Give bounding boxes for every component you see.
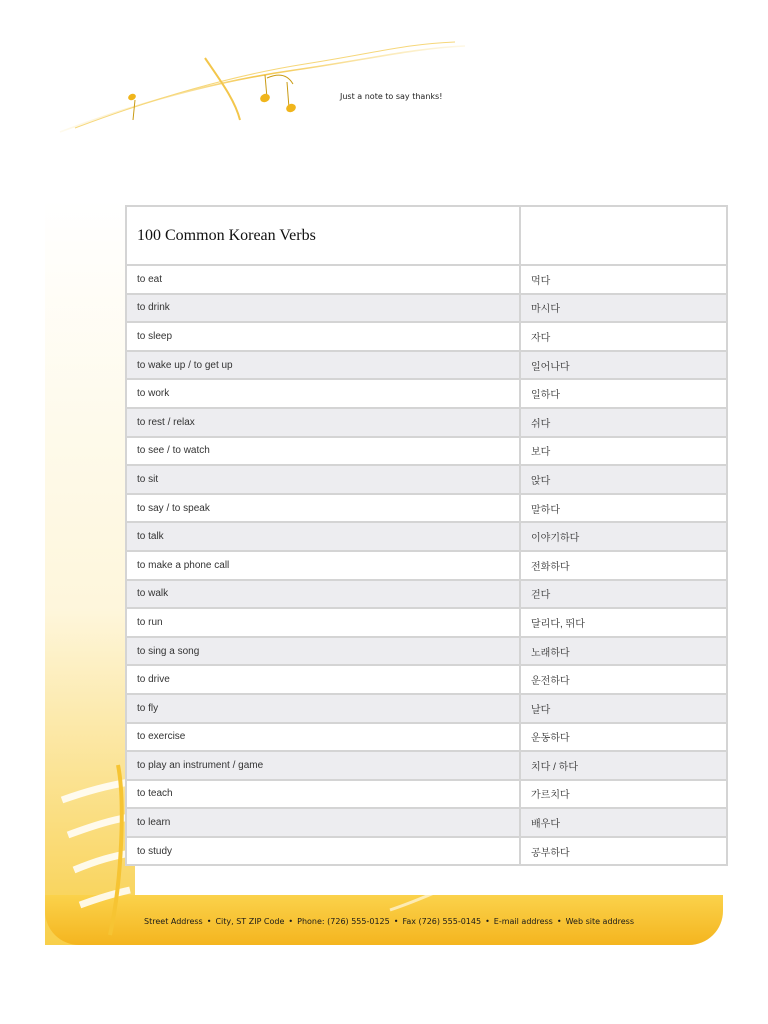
korean-verb-cell: 배우다	[520, 808, 727, 837]
english-verb-cell: to sing a song	[126, 637, 520, 666]
table-row	[126, 837, 727, 866]
tagline: Just a note to say thanks!	[340, 92, 443, 101]
table-header-empty-cell	[520, 206, 727, 265]
korean-verb-cell: 앉다	[520, 465, 727, 494]
english-verb-cell: to play an instrument / game	[126, 751, 520, 780]
english-verb-cell: to sleep	[126, 322, 520, 351]
english-verb-cell: to work	[126, 379, 520, 408]
korean-verb-cell: 일하다	[520, 379, 727, 408]
footer-contact	[0, 917, 768, 926]
table-row	[126, 551, 727, 580]
korean-verb-cell: 가르치다	[520, 780, 727, 809]
korean-verb-cell: 달리다, 뛰다	[520, 608, 727, 637]
table-row	[126, 294, 727, 323]
table-row	[126, 437, 727, 466]
korean-verb-cell: 먹다	[520, 265, 727, 294]
korean-verb-cell: 치다 / 하다	[520, 751, 727, 780]
table-row	[126, 637, 727, 666]
english-verb-cell: to drink	[126, 294, 520, 323]
english-verb-cell: to eat	[126, 265, 520, 294]
table-row	[126, 465, 727, 494]
korean-verb-cell: 보다	[520, 437, 727, 466]
korean-verb-cell: 날다	[520, 694, 727, 723]
english-verb-cell: to talk	[126, 522, 520, 551]
verb-table	[125, 205, 728, 866]
korean-verb-cell: 공부하다	[520, 837, 727, 866]
korean-verb-cell: 자다	[520, 322, 727, 351]
korean-verb-cell: 쉬다	[520, 408, 727, 437]
english-verb-cell: to teach	[126, 780, 520, 809]
english-verb-cell: to rest / relax	[126, 408, 520, 437]
table-row	[126, 494, 727, 523]
footer-separator: •	[206, 917, 212, 926]
english-verb-cell: to make a phone call	[126, 551, 520, 580]
footer-phone: Phone: (726) 555-0125	[297, 917, 390, 926]
table-row	[126, 580, 727, 609]
korean-verb-cell: 이야기하다	[520, 522, 727, 551]
english-verb-cell: to exercise	[126, 723, 520, 752]
english-verb-cell: to fly	[126, 694, 520, 723]
korean-verb-cell: 운전하다	[520, 665, 727, 694]
table-row	[126, 665, 727, 694]
korean-verb-cell: 걷다	[520, 580, 727, 609]
table-row	[126, 379, 727, 408]
table-header-row	[126, 206, 727, 265]
footer-city: City, ST ZIP Code	[215, 917, 285, 926]
english-verb-cell: to run	[126, 608, 520, 637]
footer-separator: •	[393, 917, 399, 926]
english-verb-cell: to wake up / to get up	[126, 351, 520, 380]
table-row	[126, 694, 727, 723]
footer-street: Street Address	[144, 917, 203, 926]
english-verb-cell: to learn	[126, 808, 520, 837]
korean-verb-cell: 노래하다	[520, 637, 727, 666]
footer-email: E-mail address	[493, 917, 553, 926]
footer-separator: •	[288, 917, 294, 926]
korean-verb-cell: 마시다	[520, 294, 727, 323]
table-row	[126, 322, 727, 351]
english-verb-cell: to walk	[126, 580, 520, 609]
footer-fax: Fax (726) 555-0145	[402, 917, 482, 926]
table-title: 100 Common Korean Verbs	[126, 206, 520, 265]
footer-separator: •	[485, 917, 490, 926]
table-row	[126, 723, 727, 752]
english-verb-cell: to say / to speak	[126, 494, 520, 523]
footer-separator: •	[556, 917, 562, 926]
table-row	[126, 351, 727, 380]
english-verb-cell: to see / to watch	[126, 437, 520, 466]
table-row	[126, 608, 727, 637]
table-row	[126, 780, 727, 809]
table-row	[126, 751, 727, 780]
korean-verb-cell: 전화하다	[520, 551, 727, 580]
table-row	[126, 522, 727, 551]
footer-website: Web site address	[565, 917, 634, 926]
table-row	[126, 408, 727, 437]
table-row	[126, 265, 727, 294]
table-row	[126, 808, 727, 837]
english-verb-cell: to drive	[126, 665, 520, 694]
english-verb-cell: to study	[126, 837, 520, 866]
korean-verb-cell: 일어나다	[520, 351, 727, 380]
korean-verb-cell: 말하다	[520, 494, 727, 523]
korean-verb-cell: 운동하다	[520, 723, 727, 752]
english-verb-cell: to sit	[126, 465, 520, 494]
